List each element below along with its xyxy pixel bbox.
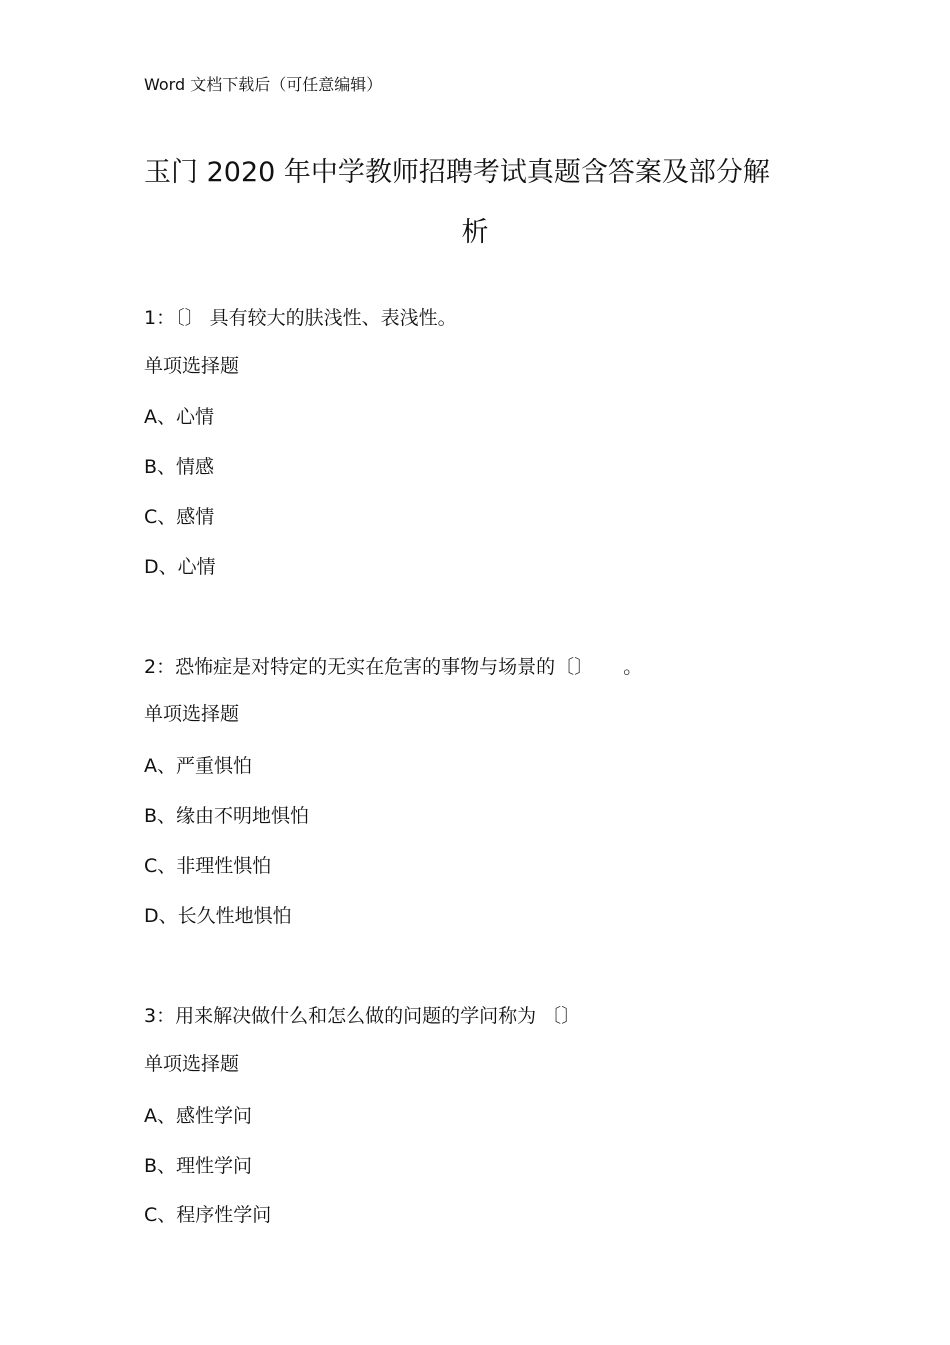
download-note: Word 文档下载后（可任意编辑） — [144, 75, 383, 94]
option-c: C、感情 — [144, 506, 215, 528]
question-stem: 3：用来解决做什么和怎么做的问题的学问称为 〔〕 — [144, 1005, 581, 1027]
option-a: A、感性学问 — [144, 1105, 252, 1127]
option-d: D、心情 — [144, 556, 216, 578]
option-d: D、长久性地惧怕 — [144, 905, 292, 927]
option-c: C、非理性惧怕 — [144, 855, 272, 877]
option-b: B、理性学问 — [144, 1155, 253, 1177]
question-stem: 2：恐怖症是对特定的无实在危害的事物与场景的〔〕 。 — [144, 656, 643, 678]
document-title-line-1: 玉门 2020 年中学教师招聘考试真题含答案及部分解 — [144, 157, 770, 188]
option-a: A、心情 — [144, 406, 214, 428]
option-a: A、严重惧怕 — [144, 755, 252, 777]
question-stem: 1：〔〕 具有较大的肤浅性、表浅性。 — [144, 307, 457, 329]
question-type: 单项选择题 — [144, 703, 240, 725]
question-type: 单项选择题 — [144, 1053, 240, 1075]
option-c: C、程序性学问 — [144, 1204, 272, 1226]
question-type: 单项选择题 — [144, 355, 240, 377]
option-b: B、情感 — [144, 456, 215, 478]
document-title-line-2: 析 — [461, 217, 489, 248]
option-b: B、缘由不明地惧怕 — [144, 805, 310, 827]
